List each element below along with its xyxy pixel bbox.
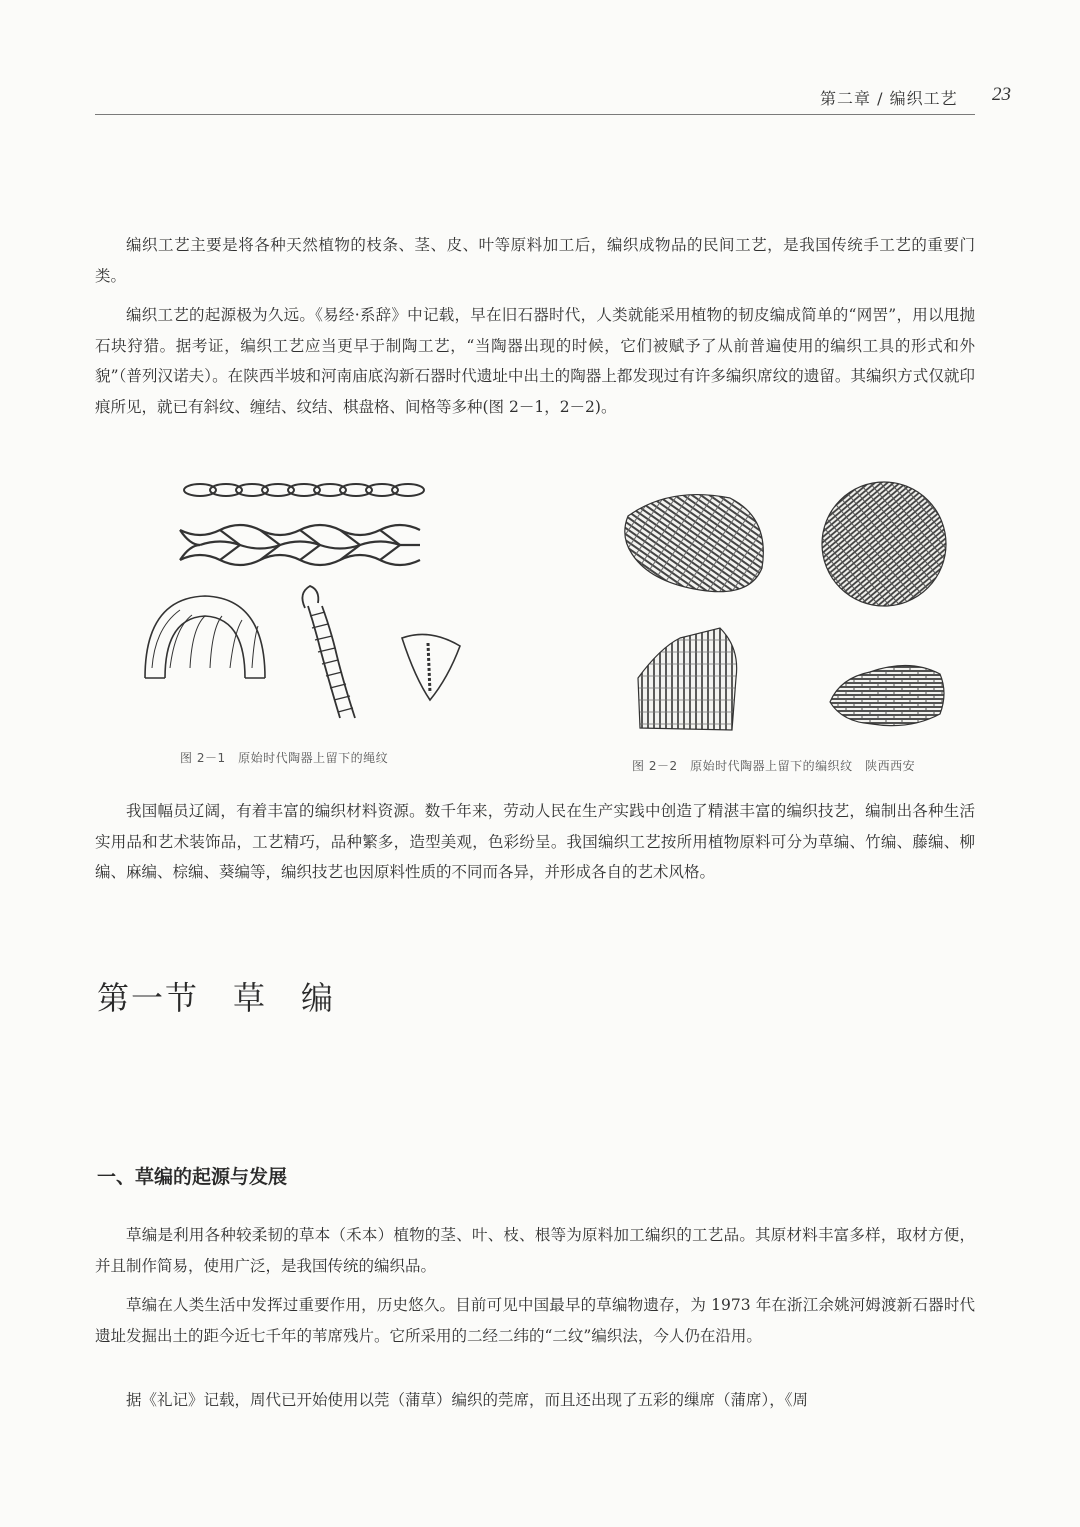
brick-weave-drawing [830,665,944,725]
weave-patterns-illustration [610,478,990,740]
subsection-title: 一、草编的起源与发展 [97,1166,288,1188]
pottery-arch-drawing [145,596,265,678]
figure-2-2-caption: 图 2－2 原始时代陶器上留下的编织纹 陕西西安 [632,759,916,773]
chain-rope-drawing [184,484,424,496]
columnar-weave-drawing [638,628,737,730]
paragraph-zhou-dynasty: 据《礼记》记载，周代已开始使用以莞（蒲草）编织的莞席，而且还出现了五彩的缫席（蒲席），《周 [126,1391,809,1409]
twisted-rope-drawing [302,586,355,718]
header-rule [95,114,975,115]
section-title: 第一节 草 编 [97,979,336,1017]
paragraph-origin: 编织工艺的起源极为久远。《易经·系辞》中记载，早在旧石器时代，人类就能采用植物的韧皮编成简单的“网罟”，用以甩抛石块狩猎。据考证，编织工艺应当更早于制陶工艺，“当陶器出现的时候，它们被赋予了从前普遍使用的编织工具的形式和外貌”（普列汉诺夫）。在陕西半坡和河南庙底沟新石器时代遗址中出土的陶器上都发现过有许多编织席纹的遗留。其编织方式仅就印痕所见，就已有斜纹、缠结、纹结、棋盘格、间格等多种(图 2－1，2－2)。 [95,306,975,416]
figure-rope-patterns [130,478,470,738]
paragraph-straw-definition: 草编是利用各种较柔韧的草本（禾本）植物的茎、叶、枝、根等为原料加工编织的工艺品。其原材料丰富多样，取材方便，并且制作简易，使用广泛，是我国传统的编织品。 [95,1226,975,1275]
triangular-sherd-drawing [402,634,460,700]
paragraph-materials: 我国幅员辽阔，有着丰富的编织材料资源。数千年来，劳动人民在生产实践中创造了精湛丰富的编织技艺，编制出各种生活实用品和艺术装饰品，工艺精巧，品种繁多，造型美观，色彩纷呈。我国编织工艺按所用植物原料可分为草编、竹编、藤编、柳编、麻编、棕编、葵编等，编织技艺也因原料性质的不同而各异，并形成各自的艺术风格。 [95,802,975,881]
round-weave-drawing [822,482,946,606]
page-number: 23 [992,84,1011,105]
running-head: 第二章 / 编织工艺 [820,89,958,108]
rope-patterns-illustration [130,478,470,738]
figure-weave-patterns [610,478,990,740]
figure-2-1-caption: 图 2－1 原始时代陶器上留下的绳纹 [180,751,389,765]
leaf-shaped-weave-drawing [625,495,764,592]
braided-rope-drawing [180,525,420,565]
paragraph-intro: 编织工艺主要是将各种天然植物的枝条、茎、皮、叶等原料加工后，编织成物品的民间工艺，是我国传统手工艺的重要门类。 [95,236,975,285]
paragraph-straw-history: 草编在人类生活中发挥过重要作用，历史悠久。目前可见中国最早的草编物遗存，为 1973 年在浙江余姚河姆渡新石器时代遗址发掘出土的距今近七千年的苇席残片。它所采用的二经二纬的“二纹”编织法，今人仍在沿用。 [95,1296,975,1345]
